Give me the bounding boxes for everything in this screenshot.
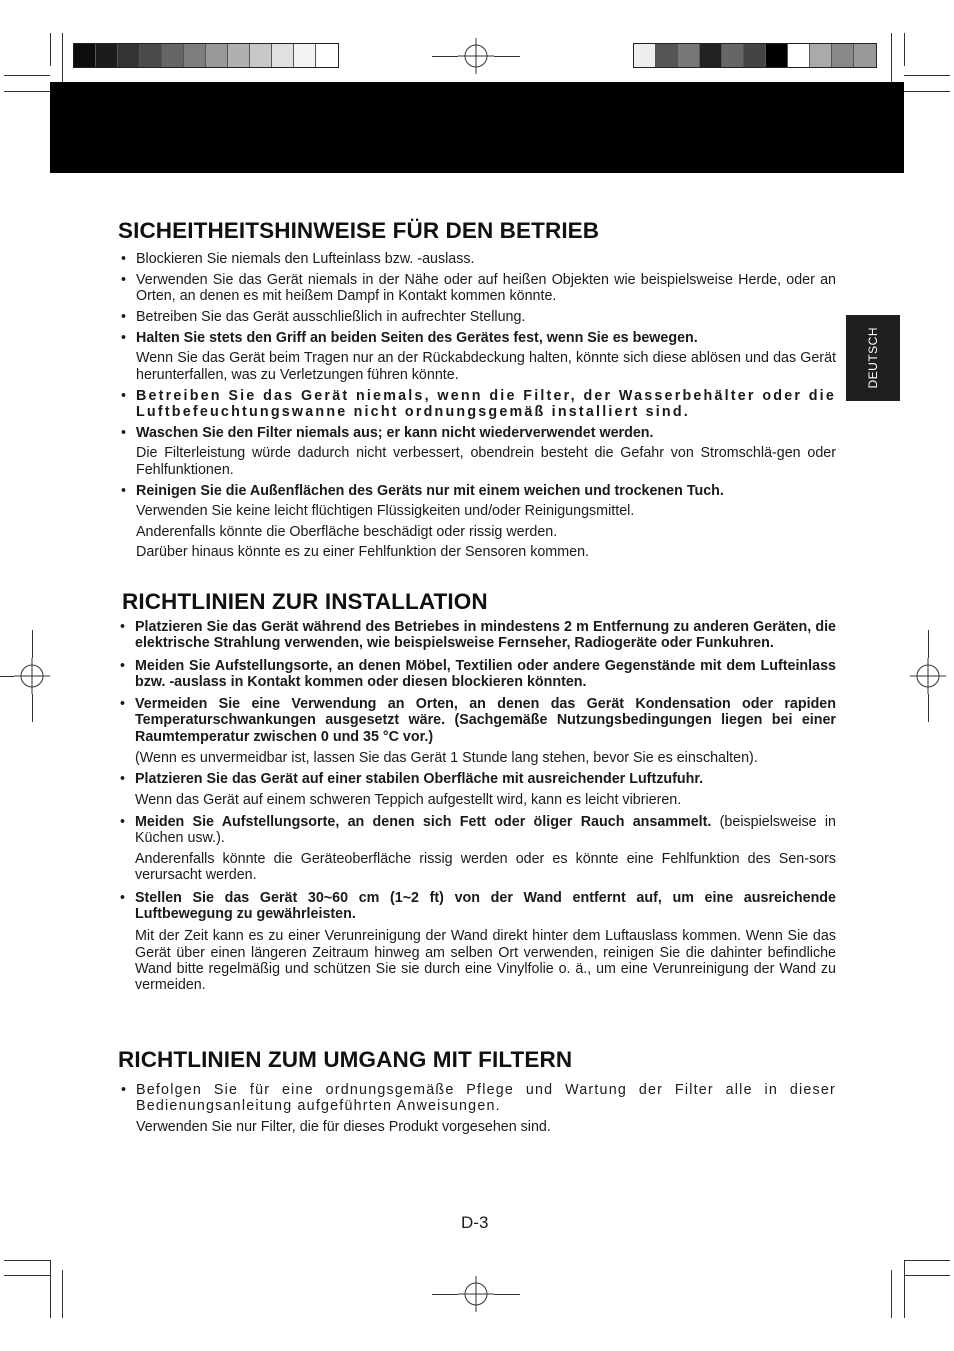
list-item: • Reinigen Sie die Außenflächen des Geräts nur mit einem weichen und trockenen Tuch.: [120, 483, 836, 499]
crop-mark: [4, 1260, 50, 1261]
list-item: • Verwenden Sie das Gerät niemals in der Nähe oder auf heißen Objekten wie beispielsweise Herde, oder an Orten, an denen es mit heißem Dampf in Kontakt kommen könnte.: [120, 272, 836, 305]
list-item: • Platzieren Sie das Gerät auf einer stabilen Oberfläche mit ausreichender Luftzufuhr.: [119, 771, 836, 787]
list-item: • Betreiben Sie das Gerät niemals, wenn die Filter, der Wasserbehälter oder die Luftbefeuchtungswanne nicht ordnungsgemäß installiert sind.: [120, 388, 836, 421]
registration-mark-icon: [458, 1276, 494, 1312]
section-title: SICHEITHEITSHINWEISE FÜR DEN BETRIEB: [118, 218, 600, 243]
crop-mark: [904, 1260, 905, 1318]
crop-mark: [4, 1275, 50, 1276]
crop-mark: [4, 91, 50, 92]
crop-mark: [62, 1270, 63, 1318]
side-tab: [846, 315, 900, 401]
list-item-detail: Wenn das Gerät auf einem schweren Teppich aufgestellt wird, kann es leicht vibrieren.: [135, 791, 682, 808]
crop-mark: [432, 56, 458, 57]
crop-mark: [904, 1260, 950, 1261]
list-item-detail: Darüber hinaus könnte es zu einer Fehlfunktion der Sensoren kommen.: [136, 543, 589, 560]
crop-mark: [32, 630, 33, 658]
list-item-detail: (Wenn es unvermeidbar ist, lassen Sie das Gerät 1 Stunde lang stehen, bevor Sie es einschalten).: [135, 750, 758, 767]
crop-mark: [891, 1270, 892, 1318]
registration-mark-icon: [910, 658, 946, 694]
color-bar-left: [73, 43, 339, 68]
list-item: • Vermeiden Sie eine Verwendung an Orten, an denen das Gerät Kondensation oder rapiden Temperaturschwankungen ausgesetzt wäre. (Sachgemäße Nutzungsbedingungen liegen bei einer Raumtemperatur zwischen 0 und 35 °C vor.): [119, 696, 836, 745]
list-item-detail: Verwenden Sie nur Filter, die für dieses Produkt vorgesehen sind.: [136, 1119, 551, 1136]
list-item: • Platzieren Sie das Gerät während des Betriebes in mindestens 2 m Entfernung zu anderen Geräten, die elektrische Strahlung verwenden, wie beispielsweise Fernseher, Radiogeräte oder Funkuhren.: [119, 619, 836, 652]
crop-mark: [494, 1294, 520, 1295]
list-item: • Befolgen Sie für eine ordnungsgemäße Pflege und Wartung der Filter alle in dieser Bedienungsanleitung aufgeführten Anweisungen.: [120, 1082, 836, 1115]
list-item: • Meiden Sie Aufstellungsorte, an denen sich Fett oder öliger Rauch ansammelt. (beispielsweise in Küchen usw.).: [119, 814, 836, 847]
list-item-detail: Anderenfalls könnte die Oberfläche beschädigt oder rissig werden.: [136, 523, 558, 540]
list-item-detail: Wenn Sie das Gerät beim Tragen nur an der Rückabdeckung halten, könnte sich diese ablösen und das Gerät herunterfallen, was zu Verletzungen führen könnte.: [136, 350, 836, 383]
crop-mark: [891, 33, 892, 82]
list-item-detail: Anderenfalls könnte die Geräteoberfläche rissig werden oder es könnte eine Fehlfunktion des Sen-sors verursacht werden.: [135, 851, 836, 884]
crop-mark: [928, 630, 929, 658]
list-item: • Waschen Sie den Filter niemals aus; er kann nicht wiederverwendet werden.: [120, 425, 836, 441]
section-title: RICHTLINIEN ZUM UMGANG MIT FILTERN: [118, 1047, 573, 1072]
section-title: RICHTLINIEN ZUR INSTALLATION: [122, 589, 488, 614]
list-item: • Stellen Sie das Gerät 30~60 cm (1~2 ft) von der Wand entfernt auf, um eine ausreichende Luftbewegung zu gewährleisten.: [119, 890, 836, 923]
crop-mark: [32, 694, 33, 722]
section-installation: [119, 619, 836, 998]
crop-mark: [62, 33, 63, 82]
list-item: • Betreiben Sie das Gerät ausschließlich in aufrechter Stellung.: [120, 309, 836, 325]
crop-mark: [928, 694, 929, 722]
page-number: D-3: [461, 1213, 489, 1232]
crop-mark: [904, 1275, 950, 1276]
crop-mark: [50, 33, 51, 66]
list-item: • Blockieren Sie niemals den Lufteinlass bzw. -auslass.: [120, 251, 836, 267]
section-safety: [120, 251, 836, 565]
crop-mark: [50, 1260, 51, 1318]
crop-mark: [494, 56, 520, 57]
list-item-detail: Die Filterleistung würde dadurch nicht verbessert, obendrein besteht die Gefahr von Stromschlä-gen oder Fehlfunktionen.: [136, 445, 836, 478]
crop-mark: [904, 75, 950, 76]
list-item-detail: Mit der Zeit kann es zu einer Verunreinigung der Wand direkt hinter dem Luftauslass kommen. Wenn Sie das Gerät über einen längeren Zeitraum hinweg am selben Ort verwenden, reinigen Sie die dahinter befindliche Wand bitte regelmäßig und schützen Sie sie durch eine Vinylfolie o. ä., um eine Verunreinigung der Wand zu vermeiden.: [135, 928, 836, 994]
crop-mark: [904, 91, 950, 92]
crop-mark: [0, 676, 14, 677]
crop-mark: [4, 75, 50, 76]
crop-mark: [432, 1294, 458, 1295]
registration-mark-icon: [458, 38, 494, 74]
list-item: • Meiden Sie Aufstellungsorte, an denen Möbel, Textilien oder andere Gegenstände mit dem Lufteinlass bzw. -auslass in Kontakt kommen oder diesen blockieren könnten.: [119, 658, 836, 691]
list-item: • Halten Sie stets den Griff an beiden Seiten des Gerätes fest, wenn Sie es bewegen.: [120, 330, 836, 346]
list-item-detail: Verwenden Sie keine leicht flüchtigen Flüssigkeiten und/oder Reinigungsmittel.: [136, 503, 635, 520]
registration-mark-icon: [14, 658, 50, 694]
section-filters: [120, 1082, 836, 1140]
color-bar-right: [633, 43, 877, 68]
header-bar: [50, 82, 904, 173]
crop-mark: [904, 33, 905, 66]
side-tab-label: DEUTSCH: [866, 327, 880, 389]
